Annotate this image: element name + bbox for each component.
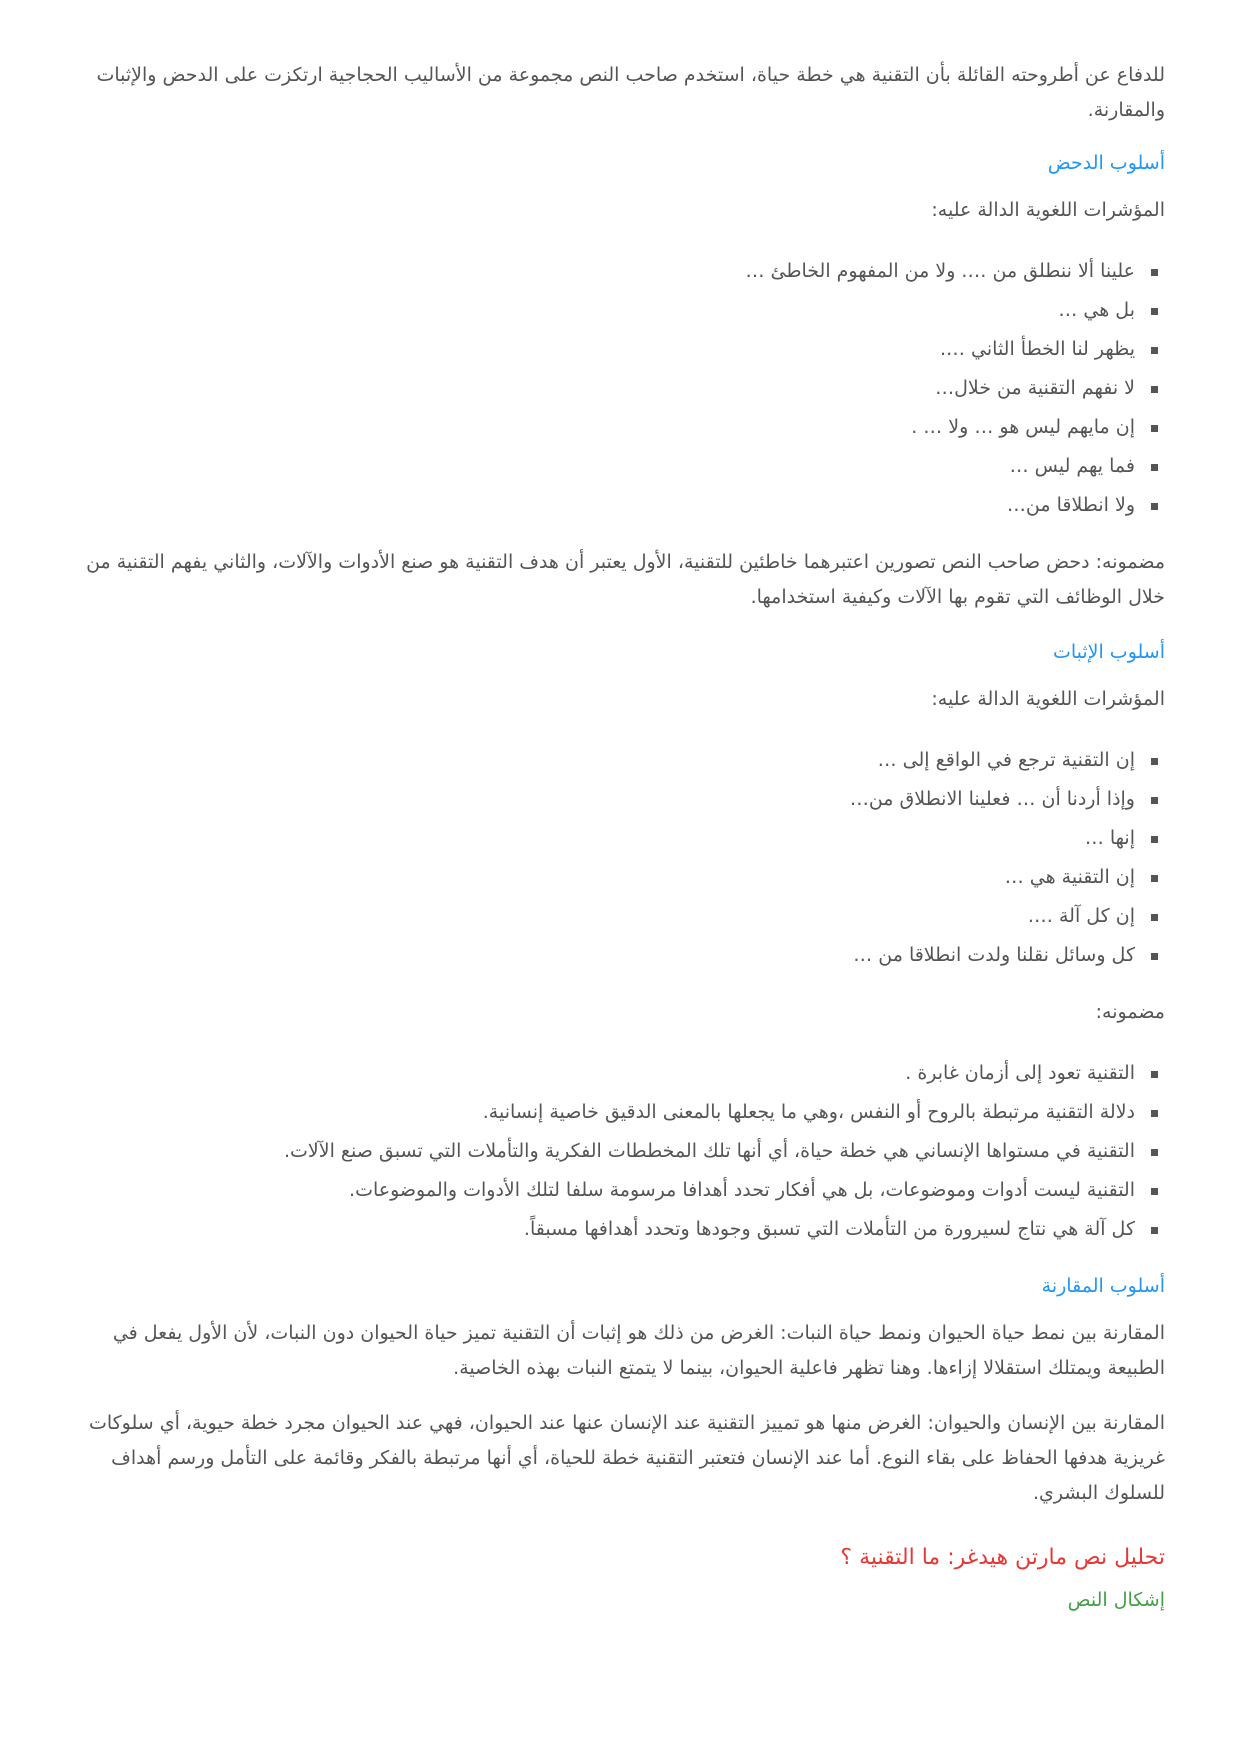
list-item bbox=[76, 1054, 1135, 1093]
list-item bbox=[76, 369, 1135, 408]
intro-paragraph: للدفاع عن أطروحته القائلة بأن التقنية هي خطة حياة، استخدم صاحب النص مجموعة من الأساليب الحجاجية ارتكزت على الدحض والإثبات والمقارنة. bbox=[96, 64, 1165, 121]
list-item-text: كل وسائل نقلنا ولدت انطلاقا من … bbox=[853, 944, 1135, 966]
list-item-text: إن كل آلة …. bbox=[1027, 905, 1135, 927]
list-item-text: يظهر لنا الخطأ الثاني …. bbox=[939, 338, 1135, 360]
square-bullet-icon bbox=[1151, 503, 1158, 510]
square-bullet-icon bbox=[1151, 269, 1158, 276]
refutation-content: مضمونه: دحض صاحب النص تصورين اعتبرهما خاطئين للتقنية، الأول يعتبر أن هدف التقنية هو صنع الأدوات والآلات، والثاني يفهم التقنية من خلال الوظائف التي تقوم بها الآلات وكيفية استخدامها. bbox=[86, 551, 1165, 608]
list-item bbox=[76, 1210, 1135, 1249]
list-item bbox=[76, 1171, 1135, 1210]
list-item bbox=[76, 897, 1135, 936]
affirmation-heading: أسلوب الإثبات bbox=[1052, 641, 1165, 663]
list-item bbox=[76, 291, 1135, 330]
list-item-text: دلالة التقنية مرتبطة بالروح أو النفس ،وهي ما يجعلها بالمعنى الدقيق خاصية إنسانية. bbox=[482, 1101, 1135, 1123]
list-item bbox=[76, 330, 1135, 369]
square-bullet-icon bbox=[1151, 1188, 1158, 1195]
affirmation-content-label: مضمونه: bbox=[1095, 1001, 1165, 1023]
list-item bbox=[76, 447, 1135, 486]
square-bullet-icon bbox=[1151, 836, 1158, 843]
list-item-text: وإذا أردنا أن … فعلينا الانطلاق من… bbox=[849, 788, 1135, 810]
square-bullet-icon bbox=[1151, 758, 1158, 765]
list-item bbox=[76, 780, 1135, 819]
refutation-indicators-label: المؤشرات اللغوية الدالة عليه: bbox=[931, 199, 1165, 221]
comparison-paragraph: المقارنة بين نمط حياة الحيوان ونمط حياة النبات: الغرض من ذلك هو إثبات أن التقنية تميز حياة الحيوان دون النبات، لأن الأول يفعل في الطبيعة ويمتلك استقلالا إزاءها. وهنا تظهر فاعلية الحيوان، بينما لا يتمتع النبات بهذه الخاصية. bbox=[112, 1322, 1165, 1379]
square-bullet-icon bbox=[1151, 1227, 1158, 1234]
affirmation-content-list bbox=[76, 1054, 1165, 1249]
square-bullet-icon bbox=[1151, 464, 1158, 471]
square-bullet-icon bbox=[1151, 1110, 1158, 1117]
list-item-text: فما يهم ليس … bbox=[1009, 455, 1135, 477]
section-subtitle: إشكال النص bbox=[1067, 1589, 1165, 1611]
list-item bbox=[76, 408, 1135, 447]
list-item bbox=[76, 819, 1135, 858]
list-item-text: التقنية ليست أدوات وموضوعات، بل هي أفكار تحدد أهدافا مرسومة سلفا لتلك الأدوات والموضوعات. bbox=[349, 1179, 1135, 1201]
list-item-text: إنها … bbox=[1084, 827, 1135, 849]
affirmation-indicators-label: المؤشرات اللغوية الدالة عليه: bbox=[931, 688, 1165, 710]
list-item bbox=[76, 252, 1135, 291]
square-bullet-icon bbox=[1151, 1071, 1158, 1078]
square-bullet-icon bbox=[1151, 953, 1158, 960]
list-item-text: إن التقنية هي … bbox=[1004, 866, 1135, 888]
square-bullet-icon bbox=[1151, 386, 1158, 393]
article-content bbox=[76, 58, 1165, 1618]
square-bullet-icon bbox=[1151, 797, 1158, 804]
list-item bbox=[76, 741, 1135, 780]
list-item-text: بل هي … bbox=[1058, 299, 1135, 321]
list-item bbox=[76, 936, 1135, 975]
comparison-paragraph: المقارنة بين الإنسان والحيوان: الغرض منها هو تمييز التقنية عند الإنسان عنها عند الحيوان، فهي عند الحيوان مجرد خطة حيوية، أي سلوكات غريزية هدفها الحفاظ على بقاء النوع. أما عند الإنسان فتعتبر التقنية خطة للحياة، أي أنها مرتبطة بالفكر وقائمة على التأمل ورسم أهداف للسلوك البشري. bbox=[88, 1412, 1165, 1504]
list-item bbox=[76, 858, 1135, 897]
list-item-text: إن التقنية ترجع في الواقع إلى … bbox=[877, 749, 1135, 771]
list-item-text: ولا انطلاقا من… bbox=[1006, 494, 1135, 516]
list-item-text: لا نفهم التقنية من خلال… bbox=[935, 377, 1135, 399]
comparison-heading: أسلوب المقارنة bbox=[1041, 1275, 1165, 1297]
list-item bbox=[76, 486, 1135, 525]
square-bullet-icon bbox=[1151, 425, 1158, 432]
square-bullet-icon bbox=[1151, 308, 1158, 315]
list-item bbox=[76, 1132, 1135, 1171]
square-bullet-icon bbox=[1151, 875, 1158, 882]
list-item-text: التقنية تعود إلى أزمان غابرة . bbox=[905, 1062, 1135, 1084]
list-item bbox=[76, 1093, 1135, 1132]
list-item-text: التقنية في مستواها الإنساني هي خطة حياة، أي أنها تلك المخططات الفكرية والتأملات التي تسبق صنع الآلات. bbox=[283, 1140, 1135, 1162]
square-bullet-icon bbox=[1151, 914, 1158, 921]
list-item-text: إن مايهم ليس هو … ولا … . bbox=[911, 416, 1135, 438]
square-bullet-icon bbox=[1151, 347, 1158, 354]
affirmation-indicators-list bbox=[76, 741, 1165, 975]
refutation-heading: أسلوب الدحض bbox=[1047, 152, 1165, 174]
square-bullet-icon bbox=[1151, 1149, 1158, 1156]
list-item-text: كل آلة هي نتاج لسيرورة من التأملات التي تسبق وجودها وتحدد أهدافها مسبقاً. bbox=[523, 1218, 1135, 1240]
refutation-indicators-list bbox=[76, 252, 1165, 525]
section-title: تحليل نص مارتن هيدغر: ما التقنية ؟ bbox=[840, 1545, 1165, 1570]
list-item-text: علينا ألا ننطلق من …. ولا من المفهوم الخاطئ … bbox=[745, 260, 1135, 282]
